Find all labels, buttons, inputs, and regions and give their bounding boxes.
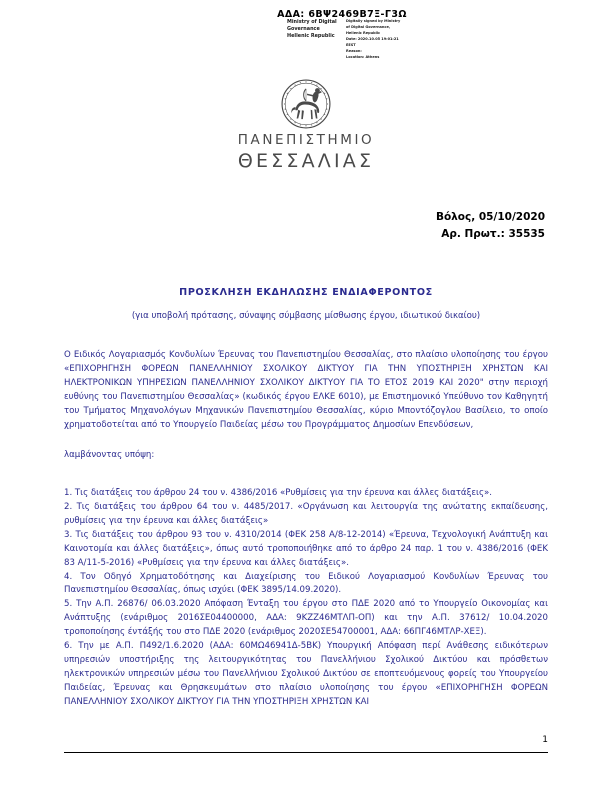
university-name-line-2: ΘΕΣΣΑΛΙΑΣ xyxy=(237,149,375,172)
signature-detail-line-7: Location: Athens xyxy=(346,55,380,60)
university-emblem-container xyxy=(0,78,612,134)
signature-detail-line-2: of Digital Governance, xyxy=(346,25,391,30)
signature-org-line-2: Governance xyxy=(287,25,320,32)
university-name-line-1: ΠΑΝΕΠΙΣΤΗΜΙΟ xyxy=(237,132,375,148)
list-item: 6. Την με Α.Π. Π492/1.6.2020 (ΑΔΑ: 60ΜΩ46941Δ-5ΒΚ) Υπουργική Απόφαση περί Ανάθεσης ειδικότερων υπηρεσιών υποστήριξης της λειτουργικότητας του Πανελλήνιου Σχολικού Δικτύου και πρόσθετων ηλεκτρονικών υπηρεσιών μέσω του Πανελλήνιου Σχολικού Δικτύου σε εποπτευόμενους φορείς του Υπουργείου Παιδείας, Έρευνας και Θρησκευμάτων στο πλαίσιο υλοποίησης του έργου «ΕΠΙΧΟΡΗΓΗΣΗ ΦΟΡΕΩΝ ΠΑΝΕΛΛΗΝΙΟΥ ΣΧΟΛΙΚΟΥ ΔΙΚΤΥΟΥ ΓΙΑ ΤΗΝ ΥΠΟΣΤΗΡΙΞΗ ΧΡΗΣΤΩΝ ΚΑΙ xyxy=(64,641,548,707)
signature-detail-line-6: Reason: xyxy=(346,49,362,54)
signature-organization xyxy=(287,19,341,40)
page-title: ΠΡΟΣΚΛΗΣΗ ΕΚΔΗΛΩΣΗΣ ΕΝΔΙΑΦΕΡΟΝΤΟΣ xyxy=(179,287,433,298)
place-and-date: Βόλος, 05/10/2020 xyxy=(435,211,545,223)
protocol-number: Αρ. Πρωτ.: 35535 xyxy=(441,228,545,240)
list-item: 4. Τον Οδηγό Χρηματοδότησης και Διαχείρισης του Ειδικού Λογαριασμού Κονδυλίων Έρευνας του Πανεπιστημίου Θεσσαλίας, όπως ισχύει (ΦΕΚ 3895/14.09.2020). xyxy=(64,571,548,596)
digital-signature-stamp xyxy=(287,19,409,61)
university-name xyxy=(0,133,612,172)
page-subtitle: (για υποβολή πρότασης, σύναψης σύμβασης μίσθωσης έργου, ιδιωτικού δικαίου) xyxy=(131,311,481,321)
considering-label: λαμβάνοντας υπόψη: xyxy=(64,450,155,460)
list-item: 3. Τις διατάξεις του άρθρου 93 του ν. 4310/2014 (ΦΕΚ 258 Α/8-12-2014) «Έρευνα, Τεχνολογική Ανάπτυξη και Καινοτομία και άλλες διατάξεις», όπως αυτό τροποποιήθηκε από το άρθρο 24 παρ. 1 του ν. 4386/2016 (ΦΕΚ 83 Α/11-5-2016) «Ρυθμίσεις για την έρευνα και άλλες διατάξεις». xyxy=(64,529,548,568)
signature-detail-line-5: EEST xyxy=(346,43,356,48)
intro-paragraph: Ο Ειδικός Λογαριασμός Κονδυλίων Έρευνας του Πανεπιστημίου Θεσσαλίας, στο πλαίσιο υλοποίησης του έργου «ΕΠΙΧΟΡΗΓΗΣΗ ΦΟΡΕΩΝ ΠΑΝΕΛΛΗΝΙΟΥ ΣΧΟΛΙΚΟΥ ΔΙΚΤΥΟΥ ΓΙΑ ΤΗΝ ΥΠΟΣΤΗΡΙΞΗ ΧΡΗΣΤΩΝ ΚΑΙ ΗΛΕΚΤΡΟΝΙΚΩΝ ΥΠΗΡΕΣΙΩΝ ΠΑΝΕΛΛΗΝΙΟΥ ΣΧΟΛΙΚΟΥ ΔΙΚΤΥΟΥ ΓΙΑ ΤΟ ΕΤΟΣ 2019 ΚΑΙ 2020" στην περιοχή ευθύνης του Πανεπιστημίου Θεσσαλίας» (κωδικός έργου ΕΛΚΕ 6010), με Επιστημονικό Υπεύθυνο τον Καθηγητή του Τμήματος Μηχανολόγων Μηχανικών Πανεπιστημίου Θεσσαλίας, κύριο Μποντόζογλου Βασίλειο, το οποίο χρηματοδοτείται από το Υπουργείο Παιδείας μέσω του Προγράμματος Δημοσίων Επενδύσεων, xyxy=(64,350,548,430)
legal-basis-list xyxy=(64,487,548,710)
list-item: 2. Τις διατάξεις του άρθρου 64 του ν. 4485/2017. «Οργάνωση και λειτουργία της ανώτατης εκπαίδευσης, ρυθμίσεις για την έρευνα και άλλες διατάξεις» xyxy=(64,501,548,526)
signature-org-line-1: Ministry of Digital xyxy=(287,19,337,25)
list-item: 5. Την Α.Π. 26876/ 06.03.2020 Απόφαση Ένταξη του έργου στο ΠΔΕ 2020 από το Υπουργείο Οικονομίας και Ανάπτυξης (ενάριθμος 2016ΣΕ04400000, ΑΔΑ: 9ΚΖΖ46ΜΤΛΠ-ΟΠ) και την Α.Π. 37612/ 10.04.2020 τροποποίησης έντάξής του στο ΠΔΕ 2020 (ενάριθμος 2020ΣΕ54700001, ΑΔΑ: 66ΠΓ46ΜΤΛΡ-ΧΕΞ). xyxy=(64,599,548,638)
signature-org-line-3: Hellenic Republic xyxy=(287,32,335,39)
signature-details xyxy=(346,19,406,61)
page-number: 1 xyxy=(542,735,548,745)
footer-divider xyxy=(64,752,548,753)
ada-reference-number: ΑΔΑ: 6ΒΨ2469Β7Ξ-Γ3Ω xyxy=(277,9,407,20)
centaur-emblem-icon xyxy=(280,78,332,130)
list-item: 1. Τις διατάξεις του άρθρου 24 του ν. 4386/2016 «Ρυθμίσεις για την έρευνα και άλλες διατάξεις». xyxy=(64,488,492,498)
signature-detail-line-4: Date: 2020.10.05 19:01:21 xyxy=(346,37,399,42)
signature-detail-line-1: Digitally signed by Ministry xyxy=(346,19,401,23)
signature-detail-line-3: Hellenic Republic xyxy=(346,31,381,36)
document-meta-block xyxy=(0,209,612,243)
